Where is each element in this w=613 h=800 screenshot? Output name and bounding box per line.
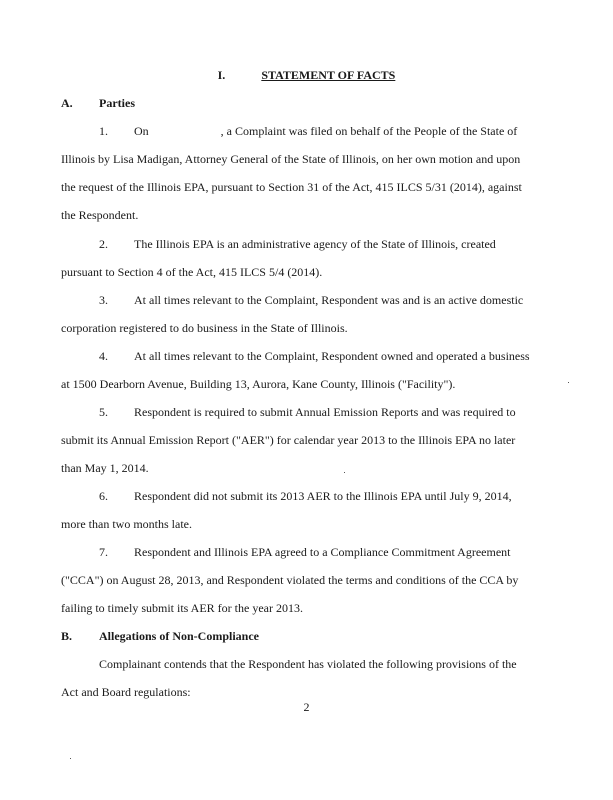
paragraph-text: The Illinois EPA is an administrative agency of the State of Illinois, created xyxy=(134,237,496,251)
title-number: I. xyxy=(217,68,226,82)
scan-speck xyxy=(568,382,569,383)
scan-speck xyxy=(70,758,71,759)
paragraph-text: the Respondent. xyxy=(61,208,139,222)
section-a-heading xyxy=(61,96,135,110)
section-b-heading xyxy=(61,629,259,643)
page-title xyxy=(0,68,613,82)
paragraph-text: Illinois by Lisa Madigan, Attorney General of the State of Illinois, on her own motion and upon xyxy=(61,152,521,166)
paragraph-text: at 1500 Dearborn Avenue, Building 13, Aurora, Kane County, Illinois ("Facility"). xyxy=(61,377,456,391)
section-a-letter: A. xyxy=(61,96,73,110)
paragraph-text: At all times relevant to the Complaint, Respondent was and is an active domestic xyxy=(134,293,524,307)
paragraph-number: 4. xyxy=(99,349,108,363)
paragraph-text: Respondent and Illinois EPA agreed to a Compliance Commitment Agreement xyxy=(134,545,511,559)
paragraph-number: 2. xyxy=(99,237,108,251)
section-b-title: Allegations of Non-Compliance xyxy=(99,629,259,643)
paragraph-text: Respondent is required to submit Annual Emission Reports and was required to xyxy=(134,405,516,419)
paragraph-text: failing to timely submit its AER for the year 2013. xyxy=(61,601,303,615)
closing-text: Complainant contends that the Respondent has violated the following provisions of the xyxy=(99,657,517,671)
paragraph-text: corporation registered to do business in the State of Illinois. xyxy=(61,321,348,335)
paragraph-text: ("CCA") on August 28, 2013, and Respondent violated the terms and conditions of the CCA by xyxy=(61,573,519,587)
paragraph-number: 5. xyxy=(99,405,108,419)
section-b-letter: B. xyxy=(61,629,73,643)
paragraph-text: submit its Annual Emission Report ("AER") for calendar year 2013 to the Illinois EPA no later xyxy=(61,433,516,447)
paragraph-text: At all times relevant to the Complaint, Respondent owned and operated a business xyxy=(134,349,530,363)
scan-speck xyxy=(344,472,345,473)
paragraph-text: On xyxy=(134,124,149,138)
section-a-title: Parties xyxy=(99,96,135,110)
title-text: STATEMENT OF FACTS xyxy=(261,68,396,82)
page-number: 2 xyxy=(303,700,310,714)
paragraph-number: 3. xyxy=(99,293,108,307)
paragraph-text: Respondent did not submit its 2013 AER to the Illinois EPA until July 9, 2014, xyxy=(134,489,512,503)
paragraph-text: pursuant to Section 4 of the Act, 415 ILCS 5/4 (2014). xyxy=(61,265,323,279)
closing-text: Act and Board regulations: xyxy=(61,685,191,699)
paragraph-number: 1. xyxy=(99,124,108,138)
paragraph-text: , a Complaint was filed on behalf of the People of the State of xyxy=(220,124,518,138)
paragraph-text: than May 1, 2014. xyxy=(61,461,149,475)
paragraph-number: 7. xyxy=(99,545,108,559)
paragraph-text: more than two months late. xyxy=(61,517,192,531)
paragraph-number: 6. xyxy=(99,489,108,503)
paragraph-text: the request of the Illinois EPA, pursuant to Section 31 of the Act, 415 ILCS 5/31 (2014), against xyxy=(61,180,522,194)
